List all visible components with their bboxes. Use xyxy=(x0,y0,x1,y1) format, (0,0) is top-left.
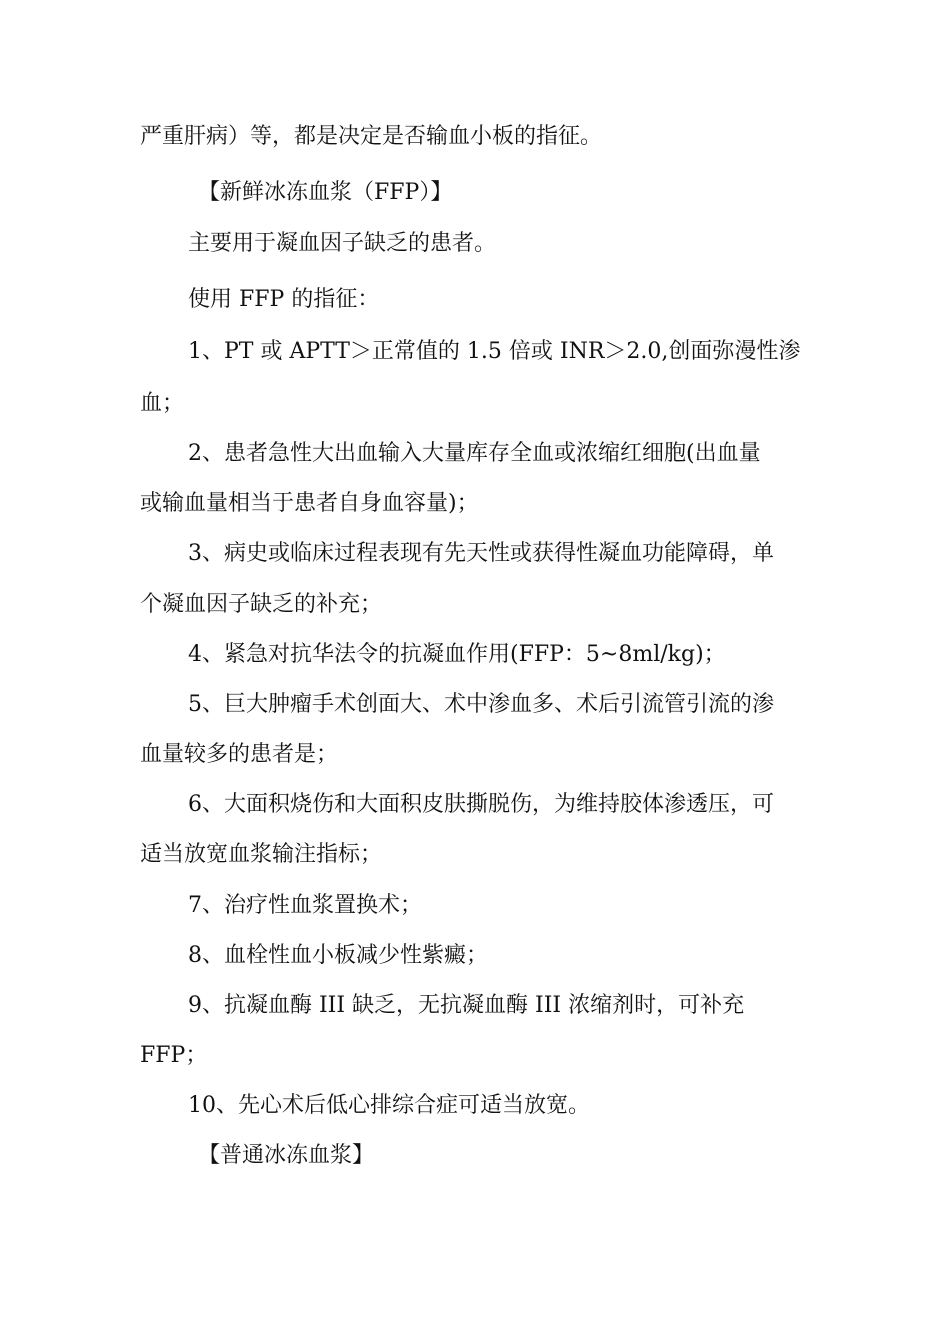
list-item-6-cont: 适当放宽血浆输注指标； xyxy=(140,842,383,867)
list-item-10: 10、先心术后低心排综合症可适当放宽。 xyxy=(188,1093,590,1118)
list-item-5: 5、巨大肿瘤手术创面大、术中渗血多、术后引流管引流的渗 xyxy=(188,692,774,717)
paragraph-indications-title: 使用 FFP 的指征： xyxy=(188,287,380,312)
list-item-1-cont: 血； xyxy=(140,391,185,416)
list-item-9: 9、抗凝血酶 III 缺乏，无抗凝血酶 III 浓缩剂时，可补充 xyxy=(188,993,745,1018)
list-item-1: 1、PT 或 APTT＞正常值的 1.5 倍或 INR＞2.0,创面弥漫性渗 xyxy=(188,339,801,364)
list-item-3: 3、病史或临床过程表现有先天性或获得性凝血功能障碍，单 xyxy=(188,541,774,566)
list-item-8: 8、血栓性血小板减少性紫癜； xyxy=(188,943,488,968)
list-item-2: 2、患者急性大出血输入大量库存全血或浓缩红细胞(出血量 xyxy=(188,441,761,466)
list-item-6: 6、大面积烧伤和大面积皮肤撕脱伤，为维持胶体渗透压，可 xyxy=(188,792,774,817)
list-item-2-cont: 或输血量相当于患者自身血容量)； xyxy=(140,491,479,516)
paragraph-usage: 主要用于凝血因子缺乏的患者。 xyxy=(188,231,497,256)
section-heading-plasma: 【普通冰冻血浆】 xyxy=(198,1143,375,1168)
list-item-9-cont: FFP； xyxy=(140,1043,208,1068)
list-item-7: 7、治疗性血浆置换术； xyxy=(188,893,422,918)
section-heading-ffp: 【新鲜冰冻血浆（FFP）】 xyxy=(198,180,453,205)
list-item-5-cont: 血量较多的患者是； xyxy=(140,742,339,767)
list-item-4: 4、紧急对抗华法令的抗凝血作用(FFP：5~8ml/kg)； xyxy=(188,642,726,667)
text-line-continuation: 严重肝病）等，都是决定是否输血小板的指征。 xyxy=(140,124,603,149)
list-item-3-cont: 个凝血因子缺乏的补充； xyxy=(140,592,383,617)
